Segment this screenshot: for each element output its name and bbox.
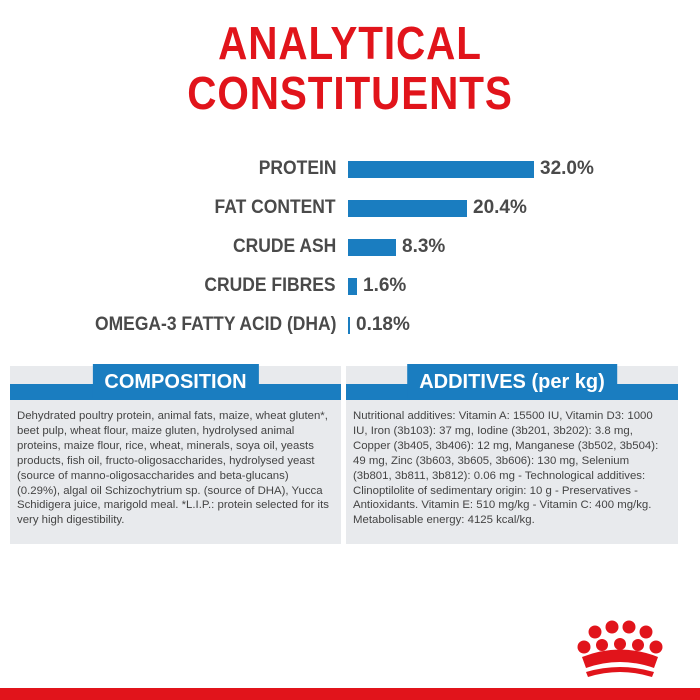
composition-header: COMPOSITION: [92, 364, 258, 398]
constituent-row: [0, 270, 700, 302]
royal-canin-crown-logo: [574, 620, 666, 680]
constituent-bar: [348, 317, 350, 334]
constituent-value: 0.18%: [356, 314, 410, 335]
constituent-bar: [348, 200, 467, 217]
constituent-value: 32.0%: [540, 158, 594, 179]
constituent-row: [0, 309, 700, 341]
additives-panel: [346, 366, 678, 544]
constituent-label: CRUDE FIBRES: [204, 275, 336, 296]
constituent-bar: [348, 239, 396, 256]
constituent-row: [0, 231, 700, 263]
constituent-value: 8.3%: [402, 236, 446, 257]
constituent-value: 20.4%: [473, 197, 527, 218]
additives-text: Nutritional additives: Vitamin A: 15500 IU, Vitamin D3: 1000 IU, Iron (3b103): 37 mg, Iodine (3b201, 3b202): 3.8 mg, Copper (3b405, 3b406): 12 mg, Manganese (3b502, 3b504): 49 mg, Zinc (3b603, 3b605, 3b606): 130 mg, Selenium (3b801, 3b811, 3b812): 0.06 mg - Technological additives: Clinoptilolite of sedimentary origin: 10 g - Preservatives - Antioxidants. Vitamin E: 510 mg/kg - Vitamin C: 400 mg/kg. Metabolisable energy: 4125 kcal/kg.: [353, 410, 659, 527]
composition-panel: [10, 366, 341, 544]
title-line-2: CONSTITUENTS: [187, 67, 513, 119]
constituent-bar: [348, 161, 534, 178]
constituent-label: PROTEIN: [258, 158, 336, 179]
constituent-row: [0, 192, 700, 224]
additives-header: ADDITIVES (per kg): [407, 364, 617, 398]
constituent-value: 1.6%: [363, 275, 407, 296]
constituent-label: FAT CONTENT: [214, 197, 336, 218]
constituent-label: CRUDE ASH: [232, 236, 336, 257]
composition-text: Dehydrated poultry protein, animal fats, maize, wheat gluten*, beet pulp, wheat flour, maize gluten, hydrolysed animal proteins, maize flour, rice, wheat, minerals, soya oil, yeasts products, fish oil, fructo-oligosaccharides, hydrolysed yeast (source of manno-oligosaccharides and beta-glucans) (0.29%), algal oil Schizochytrium sp. (source of DHA), Yucca Schidigera juice, marigold meal. *L.I.P.: protein selected for its very high digestibility.: [17, 410, 329, 527]
title-line-1: ANALYTICAL: [218, 17, 482, 69]
constituent-bar: [348, 278, 357, 295]
constituent-label: OMEGA-3 FATTY ACID (DHA): [94, 314, 336, 335]
constituent-row: [0, 153, 700, 185]
bottom-brand-band: [0, 688, 700, 700]
